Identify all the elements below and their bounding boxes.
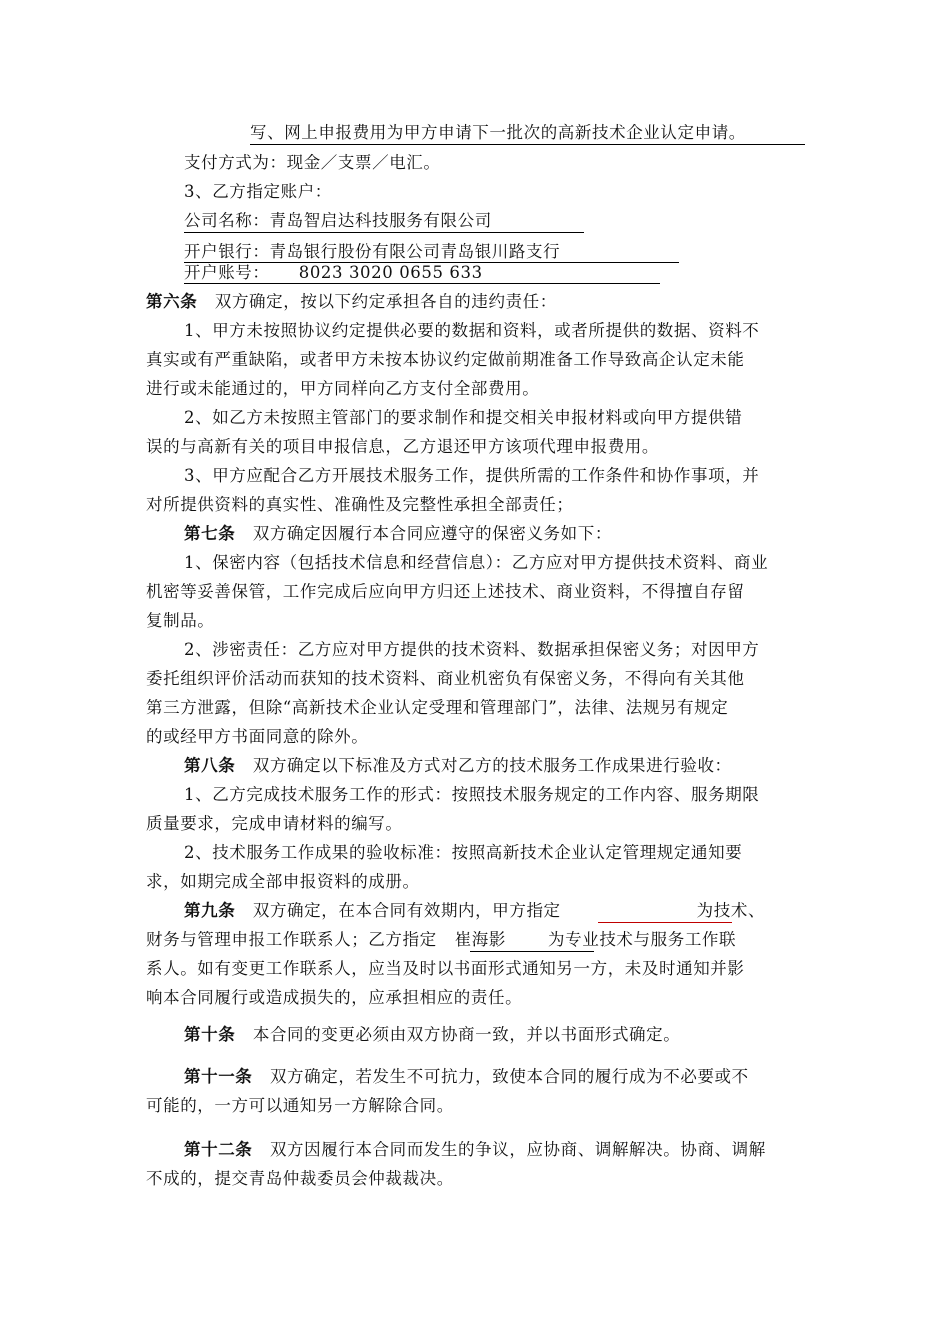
article-10-line <box>184 1023 680 1047</box>
company-name-line: 公司名称：青岛智启达科技服务有限公司 <box>184 211 492 230</box>
article-10-text: 本合同的变更必须由双方协商一致，并以书面形式确定。 <box>252 1025 681 1044</box>
article-6-clause-2-line-2: 误的与高新有关的项目申报信息，乙方退还甲方该项代理申报费用。 <box>146 437 659 456</box>
article-8-clause-2-line-2: 求，如期完成全部申报资料的成册。 <box>146 872 420 891</box>
article-8-clause-1-line-1: 1、乙方完成技术服务工作的形式：按照技术服务规定的工作内容、服务期限 <box>184 785 760 804</box>
account-heading: 3、乙方指定账户： <box>184 182 332 201</box>
article-12-label: 第十二条 <box>184 1140 253 1159</box>
article-9-line-3: 系人。如有变更工作联系人，应当及时以书面形式通知另一方，未及时通知并影 <box>146 959 745 978</box>
article-7-clause-2-line-4: 的或经甲方书面同意的除外。 <box>146 727 369 746</box>
article-6-clause-3-line-2: 对所提供资料的真实性、准确性及完整性承担全部责任； <box>146 495 574 514</box>
party-a-contact-underline <box>598 922 732 923</box>
party-b-contact: 崔海影 <box>454 930 507 949</box>
article-6-label: 第六条 <box>146 292 198 311</box>
article-7-clause-1-line-2: 机密等妥善保管，工作完成后应向甲方归还上述技术、商业资料，不得擅自存留 <box>146 582 745 601</box>
article-6-clause-2-line-1: 2、如乙方未按照主管部门的要求制作和提交相关申报材料或向甲方提供错 <box>184 408 743 427</box>
article-6-clause-1-line-3: 进行或未能通过的，甲方同样向乙方支付全部费用。 <box>146 379 540 398</box>
company-name-underline <box>184 232 584 233</box>
article-8-label: 第八条 <box>184 756 236 775</box>
article-11-line-2: 可能的，一方可以通知另一方解除合同。 <box>146 1096 454 1115</box>
article-7-label: 第七条 <box>184 524 236 543</box>
article-7-clause-2-line-3: 第三方泄露，但除“高新技术企业认定受理和管理部门”，法律、法规另有规定 <box>146 698 729 717</box>
article-10-label: 第十条 <box>184 1025 236 1044</box>
article-7-clause-1-line-3: 复制品。 <box>146 611 215 630</box>
article-8-clause-2-line-1: 2、技术服务工作成果的验收标准：按照高新技术企业认定管理规定通知要 <box>184 843 743 862</box>
fee-note-line: 写、网上申报费用为甲方申请下一批次的高新技术企业认定申请。 <box>250 123 746 142</box>
article-8-clause-1-line-2: 质量要求，完成申请材料的编写。 <box>146 814 403 833</box>
article-9-label: 第九条 <box>184 901 236 920</box>
article-9-line-2 <box>146 928 736 952</box>
account-number-line: 开户账号： 8023 3020 0655 633 <box>184 263 483 282</box>
article-7-text: 双方确定因履行本合同应遵守的保密义务如下： <box>252 524 612 543</box>
account-number-underline <box>184 283 660 284</box>
article-9-line-4: 响本合同履行或造成损失的，应承担相应的责任。 <box>146 988 523 1007</box>
article-9-text-4: 为专业技术与服务工作联 <box>548 930 737 949</box>
article-7-clause-1-line-1: 1、保密内容（包括技术信息和经营信息）：乙方应对甲方提供技术资料、商业 <box>184 553 769 572</box>
article-12-line-2: 不成的，提交青岛仲裁委员会仲裁裁决。 <box>146 1169 454 1188</box>
article-9-line-1 <box>184 899 765 923</box>
article-11-label: 第十一条 <box>184 1067 253 1086</box>
article-11-line-1 <box>184 1065 749 1089</box>
article-12-line-1 <box>184 1138 766 1162</box>
party-b-contact-underline <box>470 951 594 952</box>
article-7-clause-2-line-2: 委托组织评价活动而获知的技术资料、商业机密负有保密义务，不得向有关其他 <box>146 669 745 688</box>
bank-line: 开户银行：青岛银行股份有限公司青岛银川路支行 <box>184 242 561 261</box>
article-12-text: 双方因履行本合同而发生的争议，应协商、调解解决。协商、调解 <box>269 1140 766 1159</box>
article-7-heading <box>184 522 612 546</box>
article-9-text-2: 为技术、 <box>696 901 766 920</box>
article-6-heading <box>146 290 557 314</box>
fee-note-underline <box>250 144 805 145</box>
article-9-text-3: 财务与管理申报工作联系人；乙方指定 <box>146 930 437 949</box>
article-11-text: 双方确定，若发生不可抗力，致使本合同的履行成为不必要或不 <box>269 1067 749 1086</box>
payment-method-line: 支付方式为：现金／支票／电汇。 <box>184 153 441 172</box>
article-8-heading <box>184 754 732 778</box>
article-6-clause-1-line-2: 真实或有严重缺陷，或者甲方未按本协议约定做前期准备工作导致高企认定未能 <box>146 350 745 369</box>
article-9-text-1: 双方确定，在本合同有效期内，甲方指定 <box>252 901 561 920</box>
article-6-clause-3-line-1: 3、甲方应配合乙方开展技术服务工作，提供所需的工作条件和协作事项，并 <box>184 466 760 485</box>
article-6-clause-1-line-1: 1、甲方未按照协议约定提供必要的数据和资料，或者所提供的数据、资料不 <box>184 321 760 340</box>
article-8-text: 双方确定以下标准及方式对乙方的技术服务工作成果进行验收： <box>252 756 732 775</box>
article-7-clause-2-line-1: 2、涉密责任：乙方应对甲方提供的技术资料、数据承担保密义务；对因甲方 <box>184 640 760 659</box>
article-6-text: 双方确定，按以下约定承担各自的违约责任： <box>214 292 557 311</box>
